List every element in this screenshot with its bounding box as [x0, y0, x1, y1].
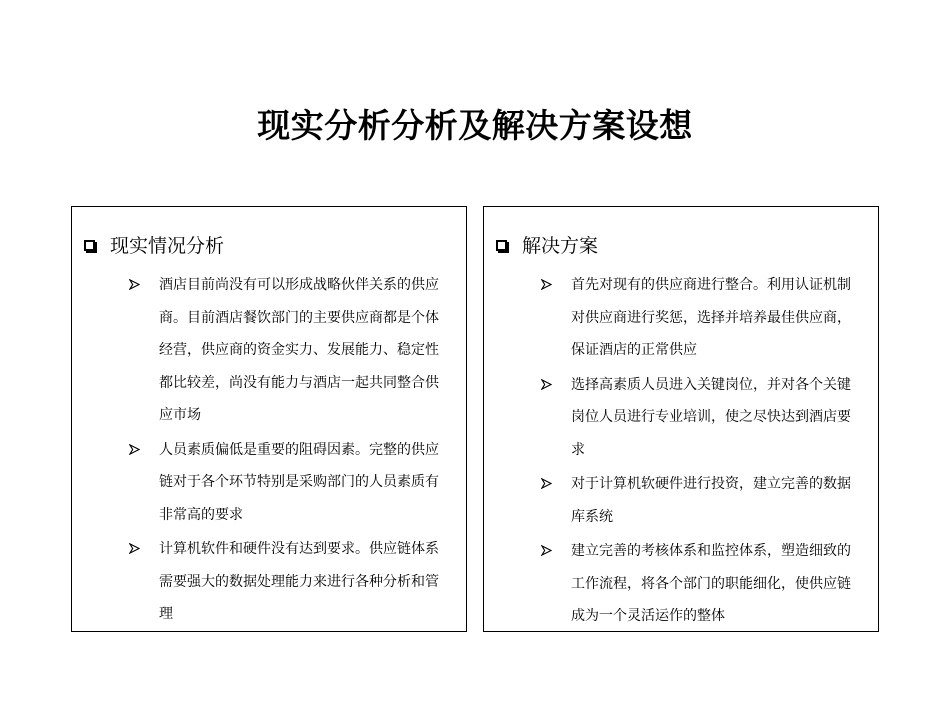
analysis-panel-header — [84, 231, 224, 258]
solution-list — [541, 269, 861, 635]
list-item-text: 酒店目前尚没有可以形成战略伙伴关系的供应商。目前酒店餐饮部门的主要供应商都是个体经营，供应商的资金实力、发展能力、稳定性都比较差，尚没有能力与酒店一起共同整合供应市场 — [159, 277, 439, 423]
arrow-bullet-icon — [129, 543, 140, 554]
list-item — [541, 369, 861, 467]
checkbox-bullet-icon — [496, 240, 507, 251]
page-title: 现实分析分析及解决方案设想 — [257, 106, 693, 145]
arrow-bullet-icon — [541, 279, 552, 290]
list-item — [541, 468, 861, 533]
list-item — [541, 535, 861, 633]
list-item-text: 计算机软件和硬件没有达到要求。供应链体系需要强大的数据处理能力来进行各种分析和管理 — [159, 541, 439, 622]
arrow-bullet-icon — [129, 444, 140, 455]
list-item — [129, 533, 449, 631]
list-item-text: 建立完善的考核体系和监控体系，塑造细致的工作流程，将各个部门的职能细化，使供应链成为一个灵活运作的整体 — [571, 543, 851, 624]
list-item-text: 选择高素质人员进入关键岗位，并对各个关键岗位人员进行专业培训，使之尽快达到酒店要求 — [571, 376, 851, 458]
arrow-bullet-icon — [541, 379, 552, 390]
list-item — [541, 269, 861, 367]
arrow-bullet-icon — [541, 478, 552, 489]
list-item — [129, 269, 449, 432]
analysis-panel — [71, 206, 467, 632]
list-item — [129, 434, 449, 532]
list-item-text: 首先对现有的供应商进行整合。利用认证机制对供应商进行奖惩，选择并培养最佳供应商，保证酒店的正常供应 — [571, 277, 851, 358]
analysis-panel-heading: 现实情况分析 — [110, 235, 225, 257]
solution-panel-header — [496, 231, 598, 258]
list-item-text: 人员素质偏低是重要的阻碍因素。完整的供应链对于各个环节特别是采购部门的人员素质有非常高的要求 — [159, 441, 439, 523]
checkbox-bullet-icon — [84, 240, 95, 251]
solution-panel — [483, 206, 879, 632]
analysis-list — [129, 269, 449, 633]
arrow-bullet-icon — [541, 545, 552, 556]
solution-panel-heading: 解决方案 — [522, 235, 599, 257]
arrow-bullet-icon — [129, 279, 140, 290]
list-item-text: 对于计算机软硬件进行投资，建立完善的数据库系统 — [571, 476, 851, 525]
